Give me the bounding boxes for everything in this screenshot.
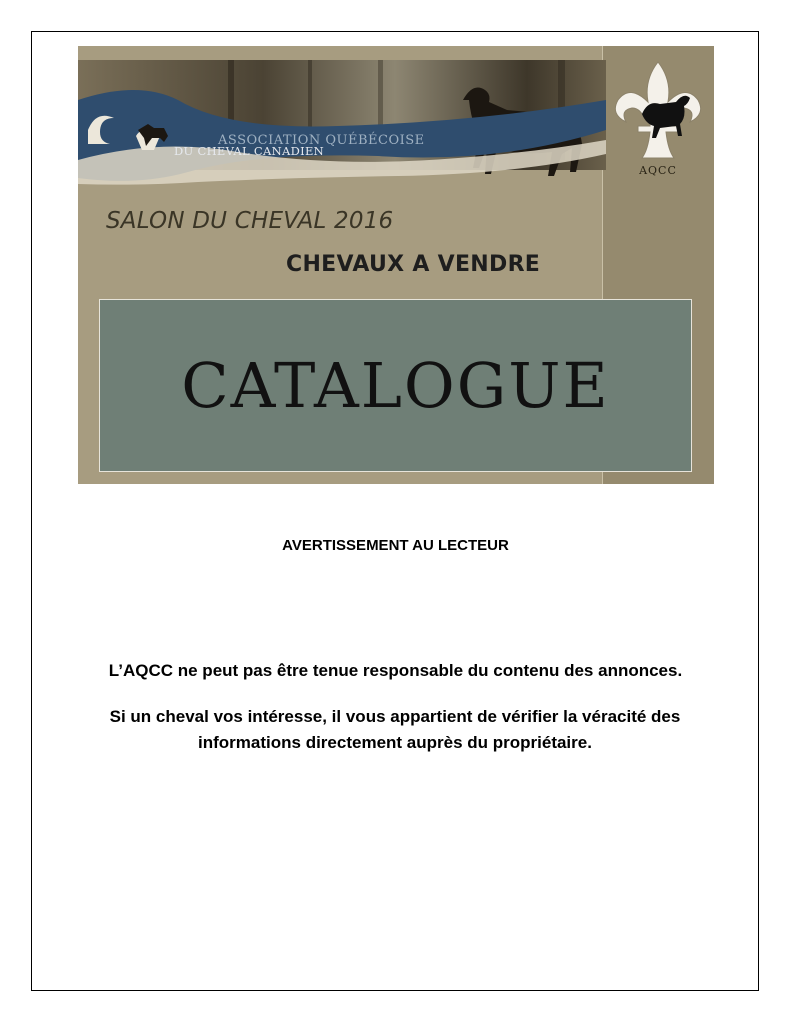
subtitle: CHEVAUX A VENDRE [286,252,541,277]
association-name-line1: ASSOCIATION QUÉBÉCOISE [218,133,425,148]
verification-advice: Si un cheval vos intéresse, il vous appartient de vérifier la véracité des informations directement auprès du propriétaire. [109,707,681,752]
notice-heading: AVERTISSEMENT AU LECTEUR [282,537,509,554]
logo-caption: AQCC [639,164,677,177]
forest-horse-illustration [78,60,606,186]
header-photo-strip [78,60,606,186]
catalogue-panel [99,299,692,472]
disclaimer-line: L’AQCC ne peut pas être tenue responsable du contenu des annonces. [108,661,683,680]
salon-title: SALON DU CHEVAL 2016 [106,208,394,234]
cover-banner [78,46,714,484]
fleur-de-lis-horse-logo-icon [608,58,708,168]
catalogue-title: CATALOGUE [181,349,610,422]
association-name-line2: DU CHEVAL CANADIEN [174,144,325,158]
